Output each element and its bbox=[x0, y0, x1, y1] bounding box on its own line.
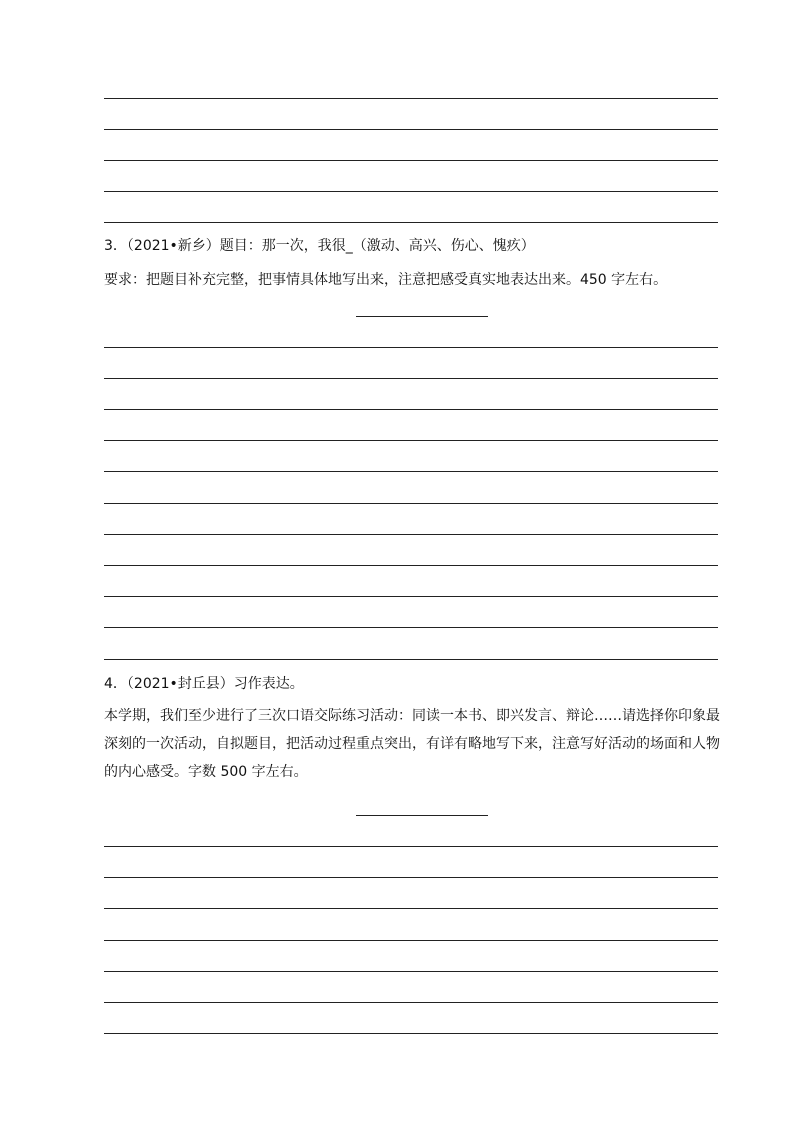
writing-line bbox=[104, 347, 718, 348]
writing-line bbox=[104, 877, 718, 878]
writing-line bbox=[104, 160, 718, 161]
writing-line bbox=[104, 534, 718, 535]
title-blank-line bbox=[356, 815, 488, 816]
writing-line bbox=[104, 98, 718, 99]
writing-line bbox=[104, 503, 718, 504]
writing-line bbox=[104, 1002, 718, 1003]
writing-line bbox=[104, 440, 718, 441]
writing-line bbox=[104, 908, 718, 909]
writing-line bbox=[104, 378, 718, 379]
writing-line bbox=[104, 191, 718, 192]
writing-line bbox=[104, 129, 718, 130]
writing-line bbox=[104, 659, 718, 660]
writing-line bbox=[104, 409, 718, 410]
writing-line bbox=[104, 971, 718, 972]
writing-line bbox=[104, 222, 718, 223]
title-blank-line bbox=[356, 316, 488, 317]
writing-line bbox=[104, 940, 718, 941]
writing-line bbox=[104, 565, 718, 566]
question-3-heading: 3．（2021•新乡）题目：那一次，我很_（激动、高兴、伤心、愧疚） bbox=[104, 238, 535, 254]
writing-line bbox=[104, 596, 718, 597]
writing-line bbox=[104, 1033, 718, 1034]
writing-line bbox=[104, 846, 718, 847]
question-4-heading: 4．（2021•封丘县）习作表达。 bbox=[104, 676, 304, 692]
writing-line bbox=[104, 471, 718, 472]
writing-line bbox=[104, 627, 718, 628]
question-3-requirement: 要求：把题目补充完整，把事情具体地写出来，注意把感受真实地表达出来。450 字左右。 bbox=[104, 272, 668, 288]
question-4-body: 本学期，我们至少进行了三次口语交际练习活动：同读一本书、即兴发言、辩论……请选择你印象最深刻的一次活动，自拟题目，把活动过程重点突出，有详有略地写下来，注意写好活动的场面和人物的内心感受。字数 500 字左右。 bbox=[104, 708, 720, 780]
